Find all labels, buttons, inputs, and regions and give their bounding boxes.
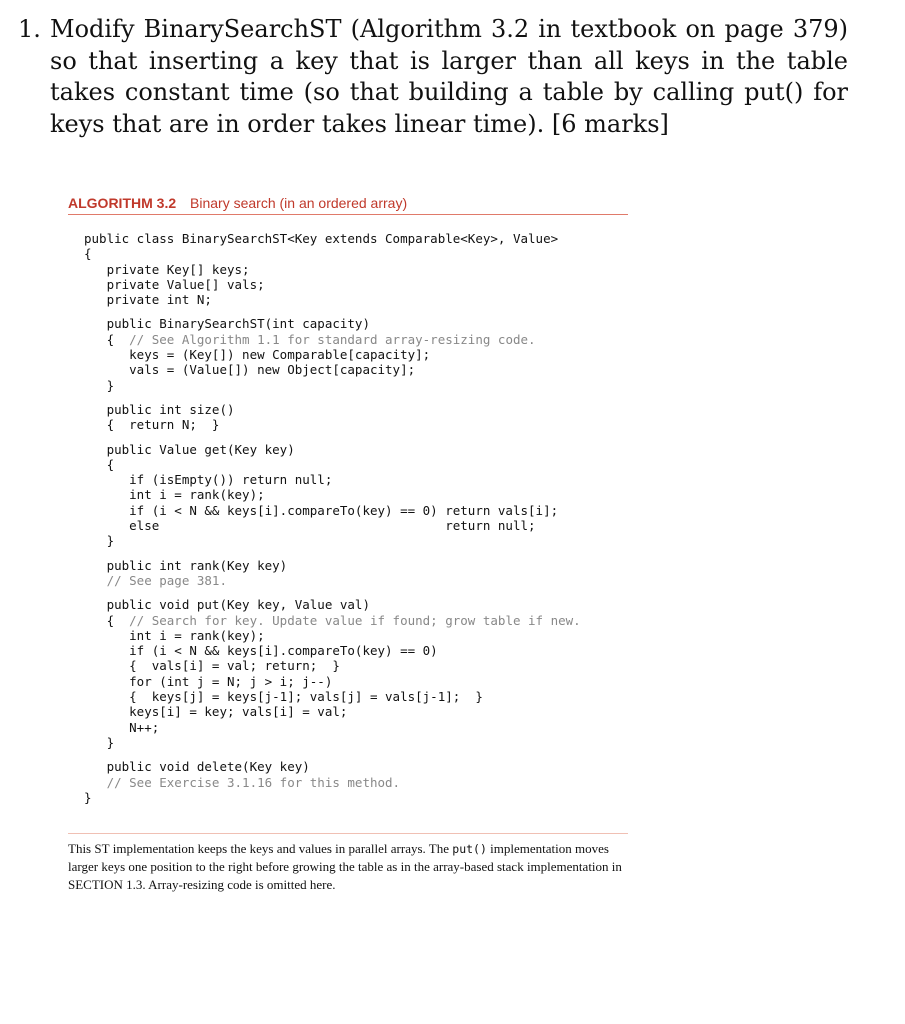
code-line: private Value[] vals; (84, 276, 265, 292)
code-line: vals = (Value[]) new Object[capacity]; (84, 362, 416, 378)
caption-text-4: 1.3. Array-resizing code is omitted here. (122, 877, 336, 892)
algorithm-label: ALGORITHM 3.2 (68, 195, 177, 211)
code-line: { (84, 456, 115, 472)
code-line: private int N; (84, 292, 212, 308)
code-line (84, 775, 581, 790)
code-line: { keys[j] = keys[j-1]; vals[j] = vals[j-1]; } (84, 689, 483, 705)
caption (68, 833, 628, 894)
caption-section: SECTION (68, 877, 123, 892)
code-line: int i = rank(key); (84, 487, 265, 503)
code-line: } (84, 734, 115, 750)
code-line: } (84, 789, 92, 805)
code-line: else return null; (84, 518, 536, 534)
code-line: public void put(Key key, Value val) (84, 597, 370, 613)
code-line: { // Search for key. Update value if found; grow table if new. (84, 612, 581, 628)
code-line: for (int j = N; j > i; j--) (84, 673, 333, 689)
code-line: keys[i] = key; vals[i] = val; (84, 704, 348, 720)
code-line: N++; (84, 719, 160, 735)
code-line: public void delete(Key key) (84, 759, 310, 775)
caption-text-3: implementation moves larger keys one position to the right before growing the table as in the array-based stack implementation in (68, 841, 622, 874)
code-line: if (i < N && keys[i].compareTo(key) == 0) (84, 643, 438, 659)
code-line: { vals[i] = val; return; } (84, 658, 340, 674)
code-line: public BinarySearchST(int capacity) (84, 316, 370, 332)
code-gap (84, 588, 581, 597)
question-number: 1. (18, 15, 41, 43)
caption-put: put() (452, 842, 487, 856)
code-line: int i = rank(key); (84, 627, 265, 643)
code-line: if (isEmpty()) return null; (84, 472, 333, 488)
algorithm-header (68, 195, 628, 215)
code-line: { (84, 246, 92, 262)
code-gap (84, 307, 581, 316)
code-line: public class BinarySearchST<Key extends Comparable<Key>, Value> (84, 231, 559, 246)
code-comment: // See page 381. (106, 572, 227, 588)
code-comment: // See Algorithm 1.1 for standard array-resizing code. (129, 331, 536, 347)
code-comment: // Search for key. Update value if found; grow table if new. (129, 612, 581, 628)
code-line: public int rank(Key key) (84, 557, 288, 573)
code-line: if (i < N && keys[i].compareTo(key) == 0) return vals[i]; (84, 502, 559, 518)
code-line: } (84, 533, 115, 549)
code-gap (84, 393, 581, 402)
code-line: } (84, 377, 115, 393)
code-comment: // See Exercise 3.1.16 for this method. (106, 774, 401, 790)
algorithm-title: Binary search (in an ordered array) (190, 195, 408, 211)
code-line: { // See Algorithm 1.1 for standard array-resizing code. (84, 331, 536, 347)
code-gap (84, 549, 581, 558)
code-line: public int size() (84, 401, 235, 417)
caption-text-2: implementation keeps the keys and values in parallel arrays. The (109, 841, 453, 856)
code-gap (84, 433, 581, 442)
code-gap (84, 750, 581, 759)
code-line: { return N; } (84, 417, 220, 433)
caption-st: ST (94, 841, 110, 856)
code-line: private Key[] keys; (84, 261, 250, 277)
code-line (84, 573, 581, 588)
code-listing (84, 231, 581, 805)
question-text: Modify BinarySearchST (Algorithm 3.2 in textbook on page 379) so that inserting a key that is larger than all keys in the table takes constant time (so that building a table by calling put() for keys that are in order takes linear time). [6 marks] (50, 15, 848, 138)
question (18, 14, 848, 140)
caption-text-1: This (68, 841, 95, 856)
code-line: public Value get(Key key) (84, 441, 295, 457)
code-line: keys = (Key[]) new Comparable[capacity]; (84, 347, 431, 363)
